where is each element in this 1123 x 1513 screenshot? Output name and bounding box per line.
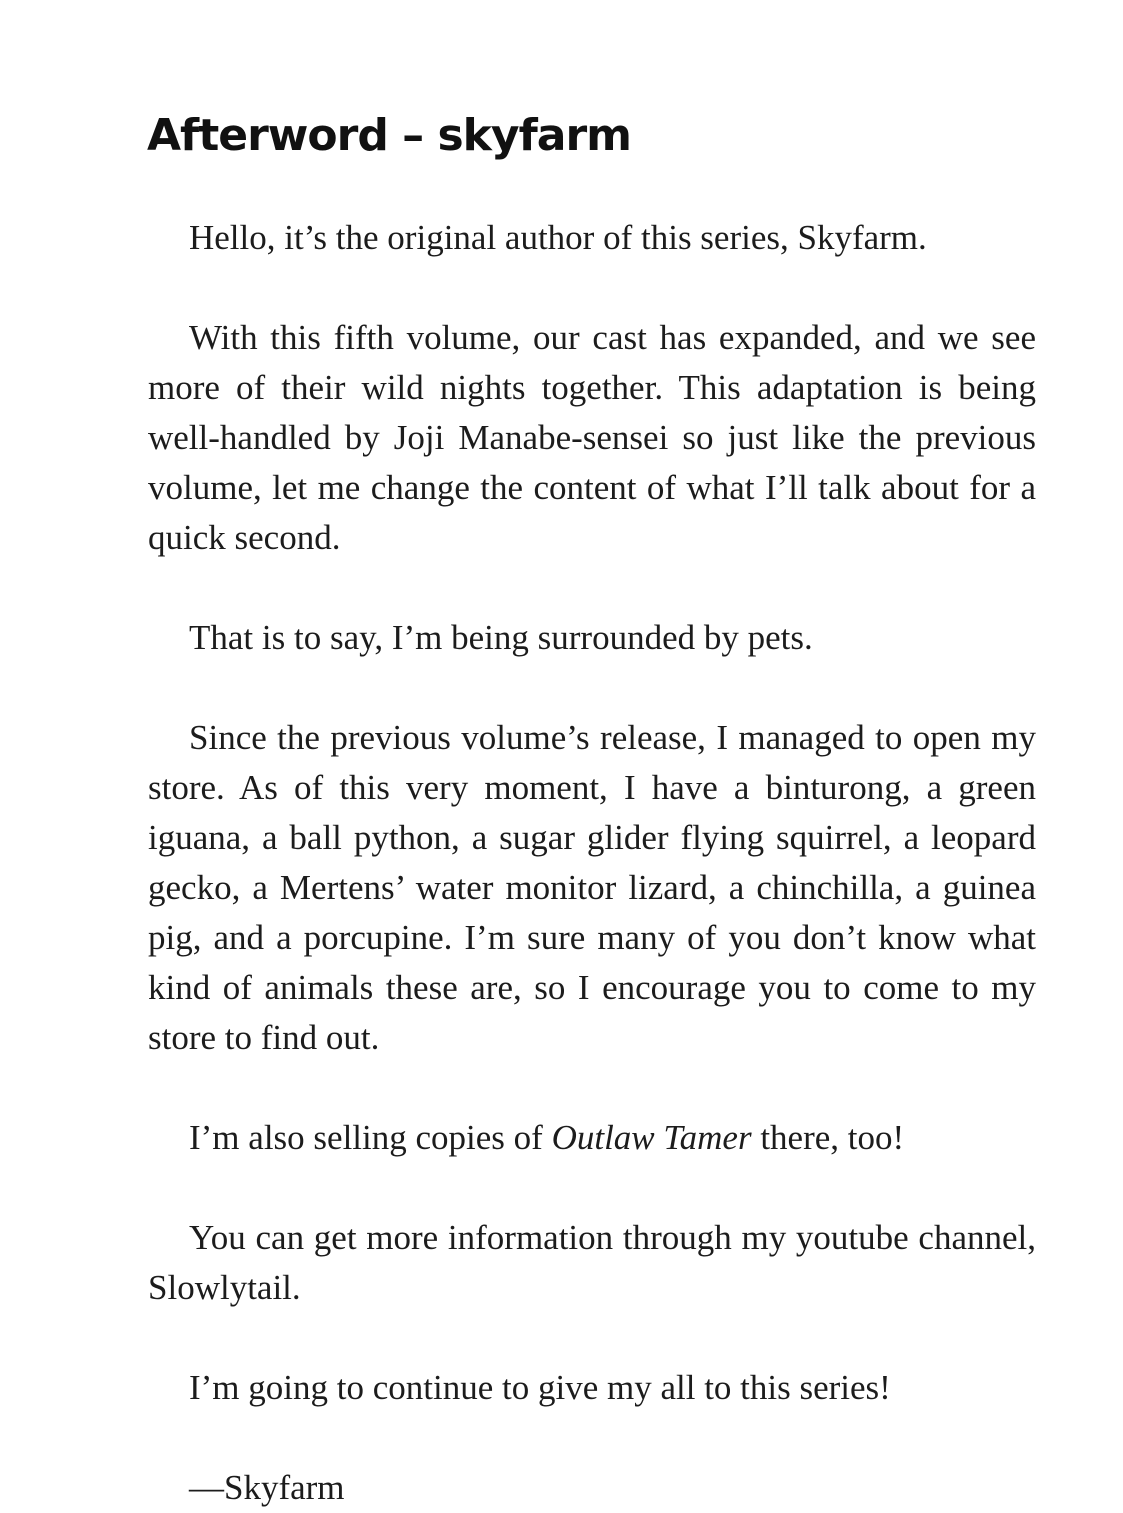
paragraph-store: Since the previous volume’s release, I managed to open my store. As of this very moment, I have a binturong, a green iguana, a ball python, a sugar glider flying squirrel, a leopard gecko, a Mertens’ water monitor lizard, a chinchilla, a guinea pig, and a porcupine. I’m sure many of you don’t know what kind of animals these are, so I encourage you to come to my store to find out. [148,718,1036,1057]
paragraph-selling-copies [148,1113,1036,1163]
paragraph-greeting: Hello, it’s the original author of this series, Skyfarm. [189,218,927,257]
author-signature: —Skyfarm [189,1468,345,1507]
selling-copies-text-end: there, too! [751,1118,905,1157]
selling-copies-text-start: I’m also selling copies of [189,1118,552,1157]
paragraph-fifth-volume: With this fifth volume, our cast has expanded, and we see more of their wild nights together. This adaptation is being well-handled by Joji Manabe-sensei so just like the previous volume, let me change the content of what I’ll talk about for a quick second. [148,318,1036,557]
book-title: Outlaw Tamer [551,1118,752,1157]
afterword-body [148,213,1036,1513]
paragraph-closing: I’m going to continue to give my all to this series! [189,1368,891,1407]
afterword-heading: Afterword – skyfarm [147,110,631,161]
paragraph-pets: That is to say, I’m being surrounded by pets. [189,618,813,657]
paragraph-youtube-channel: You can get more information through my youtube channel, Slowlytail. [148,1218,1036,1307]
